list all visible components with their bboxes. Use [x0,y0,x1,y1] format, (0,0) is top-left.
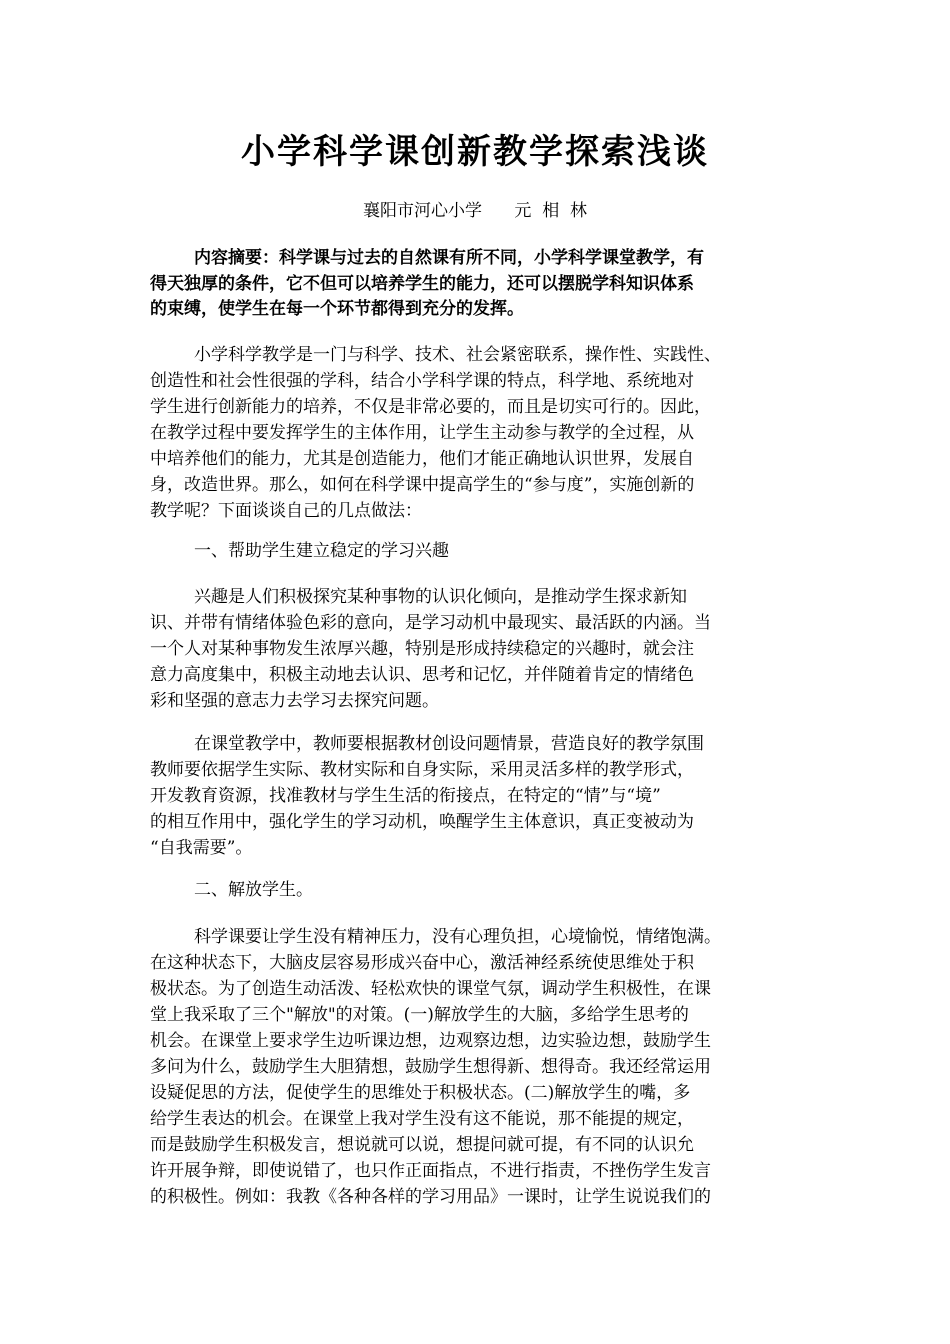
paragraph-line: 开发教育资源，找准教材与学生生活的衔接点，在特定的“情”与“境” [150,786,661,806]
section-heading-2: 二、解放学生。 [194,880,313,900]
paragraph-line: 多问为什么，鼓励学生大胆猜想，鼓励学生想得新、想得奇。我还经常运用 [150,1057,711,1077]
paragraph-line: 兴趣是人们积极探究某种事物的认识化倾向，是推动学生探求新知 [194,587,687,607]
paragraph-interest [150,584,810,714]
paragraph-line: 堂上我采取了三个"解放"的对策。(一)解放学生的大脑，多给学生思考的 [150,1005,689,1025]
abstract-line: 得天独厚的条件，它不但可以培养学生的能力，还可以摆脱学科知识体系 [150,273,694,294]
paragraph-line: 身，改造世界。那么，如何在科学课中提高学生的“参与度”，实施创新的 [150,475,695,495]
paragraph-line: 学生进行创新能力的培养，不仅是非常必要的，而且是切实可行的。因此， [150,397,711,417]
paragraph-line: 在课堂教学中，教师要根据教材创设问题情景，营造良好的教学氛围 [194,734,704,754]
paragraph-intro [150,342,810,524]
paragraph-line: 小学科学教学是一门与科学、技术、社会紧密联系，操作性、实践性、 [194,345,721,365]
paragraph-liberate [150,924,810,1210]
paragraph-line: 彩和坚强的意志力去学习去探究问题。 [150,691,439,711]
abstract [150,246,802,323]
paragraph-line: “自我需要”。 [150,838,253,858]
paragraph-line: 意力高度集中，积极主动地去认识、思考和记忆，并伴随着肯定的情绪色 [150,665,694,685]
author-line: 襄阳市河心小学 元 相 林 [362,201,588,221]
paragraph-line: 许开展争辩，即使说错了，也只作正面指点，不进行指责，不挫伤学生发言 [150,1161,711,1181]
abstract-line: 内容摘要：科学课与过去的自然课有所不同，小学科学课堂教学，有 [194,248,704,268]
paragraph-line: 在这种状态下，大脑皮层容易形成兴奋中心，激活神经系统使思维处于积 [150,953,694,973]
paragraph-line: 机会。在课堂上要求学生边听课边想，边观察边想，边实验边想，鼓励学生 [150,1031,711,1051]
paragraph-line: 给学生表达的机会。在课堂上我对学生没有这不能说，那不能提的规定， [150,1109,694,1129]
paragraph-line: 中培养他们的能力，尤其是创造能力，他们才能正确地认识世界，发展自 [150,449,694,469]
paragraph-line: 的相互作用中，强化学生的学习动机，唤醒学生主体意识，真正变被动为 [150,812,694,832]
paragraph-line: 的积极性。例如：我教《各种各样的学习用品》一课时，让学生说说我们的 [150,1187,711,1207]
paragraph-line: 创造性和社会性很强的学科，结合小学科学课的特点，科学地、系统地对 [150,371,694,391]
paragraph-line: 教学呢？下面谈谈自己的几点做法： [150,501,422,521]
abstract-line: 的束缚，使学生在每一个环节都得到充分的发挥。 [150,299,524,319]
paragraph-line: 在教学过程中要发挥学生的主体作用，让学生主动参与教学的全过程，从 [150,423,694,443]
paragraph-line: 教师要依据学生实际、教材实际和自身实际，采用灵活多样的教学形式， [150,760,694,780]
section-heading-1: 一、帮助学生建立稳定的学习兴趣 [194,541,449,561]
paragraph-classroom [150,731,810,861]
paragraph-line: 科学课要让学生没有精神压力，没有心理负担，心境愉悦，情绪饱满。 [194,927,721,947]
paragraph-line: 而是鼓励学生积极发言，想说就可以说，想提问就可提，有不同的认识允 [150,1135,694,1155]
document-title: 小学科学课创新教学探索浅谈 [241,132,709,172]
paragraph-line: 设疑促思的方法，促使学生的思维处于积极状态。(二)解放学生的嘴，多 [150,1083,691,1103]
paragraph-line: 极状态。为了创造生动活泼、轻松欢快的课堂气氛，调动学生积极性，在课 [150,979,711,999]
paragraph-line: 一个人对某种事物发生浓厚兴趣，特别是形成持续稳定的兴趣时，就会注 [150,639,694,659]
paragraph-line: 识、并带有情绪体验色彩的意向，是学习动机中最现实、最活跃的内涵。当 [150,613,711,633]
